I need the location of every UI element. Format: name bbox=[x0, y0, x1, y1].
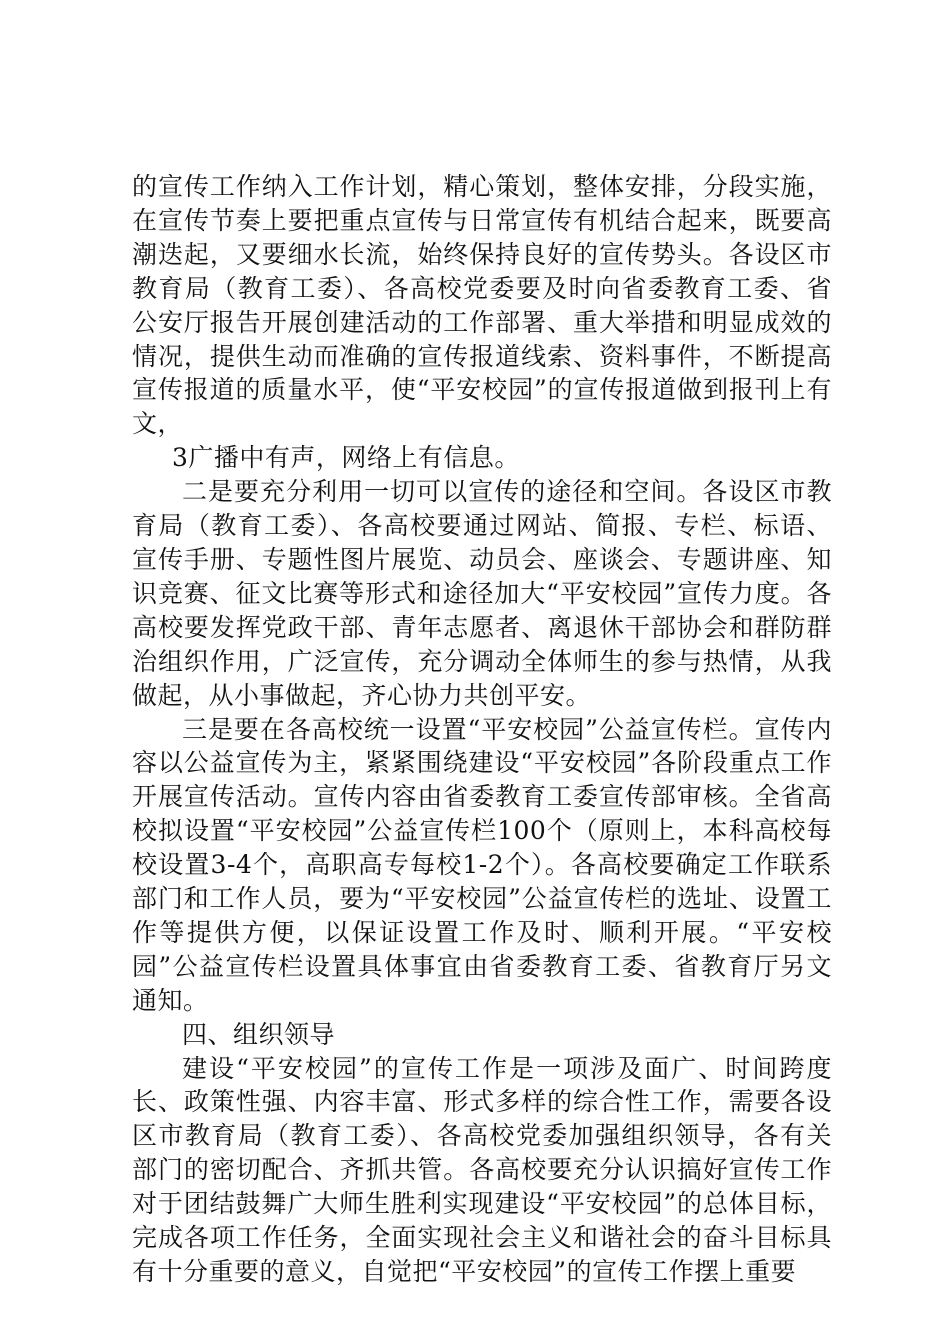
section-heading-organization: 四、组织领导 bbox=[182, 1019, 336, 1049]
document-body bbox=[132, 170, 832, 1289]
paragraph-broadcast-network: 3广播中有声，网络上有信息。 bbox=[172, 443, 520, 473]
paragraph-point-two: 二是要充分利用一切可以宣传的途径和空间。各设区市教育局（教育工委）、各高校要通过网站、简报、专栏、标语、宣传手册、专题性图片展览、动员会、座谈会、专题讲座、知识竞赛、征文比赛等形式和途径加大“平安校园”宣传力度。各高校要发挥党政干部、青年志愿者、离退休干部协会和群防群治组织作用，广泛宣传，充分调动全体师生的参与热情，从我做起，从小事做起，齐心协力共创平安。 bbox=[132, 477, 832, 710]
paragraph-organization-leadership: 建设“平安校园”的宣传工作是一项涉及面广、时间跨度长、政策性强、内容丰富、形式多样的综合性工作，需要各设区市教育局（教育工委）、各高校党委加强组织领导，各有关部门的密切配合、齐抓共管。各高校要充分认识搞好宣传工作对于团结鼓舞广大师生胜利实现建设“平安校园”的总体目标，完成各项工作任务，全面实现社会主义和谐社会的奋斗目标具有十分重要的意义，自觉把“平安校园”的宣传工作摆上重要 bbox=[132, 1053, 832, 1286]
paragraph-point-three: 三是要在各高校统一设置“平安校园”公益宣传栏。宣传内容以公益宣传为主，紧紧围绕建设“平安校园”各阶段重点工作开展宣传活动。宣传内容由省委教育工委宣传部审核。全省高校拟设置“平安校园”公益宣传栏100个（原则上，本科高校每校设置3-4个，高职高专每校1-2个）。各高校要确定工作联系部门和工作人员，要为“平安校园”公益宣传栏的选址、设置工作等提供方便，以保证设置工作及时、顺利开展。“平安校园”公益宣传栏设置具体事宜由省委教育工委、省教育厅另文通知。 bbox=[132, 714, 832, 1015]
paragraph-continued-publicity-plan: 的宣传工作纳入工作计划，精心策划，整体安排，分段实施，在宣传节奏上要把重点宣传与日常宣传有机结合起来，既要高潮迭起，又要细水长流，始终保持良好的宣传势头。各设区市教育局（教育工委）、各高校党委要及时向省委教育工委、省公安厅报告开展创建活动的工作部署、重大举措和明显成效的情况，提供生动而准确的宣传报道线索、资料事件，不断提高宣传报道的质量水平，使“平安校园”的宣传报道做到报刊上有文， bbox=[132, 172, 832, 439]
